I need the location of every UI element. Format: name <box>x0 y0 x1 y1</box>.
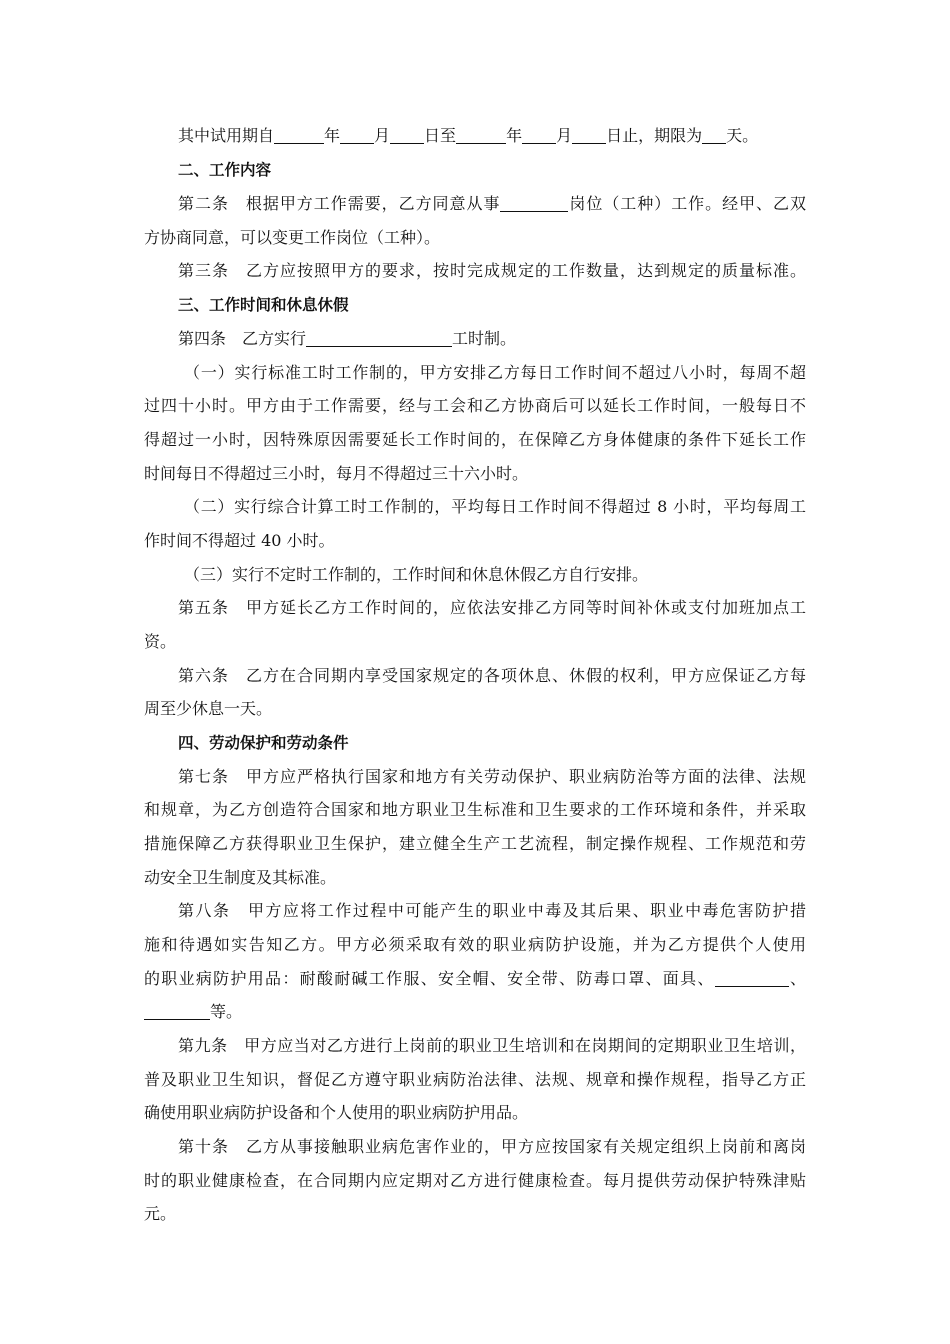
article-9-line: 第九条 甲方应当对乙方进行上岗前的职业卫生培训和在岗期间的定期职业卫生培训， <box>178 1036 806 1055</box>
article-4-item-1-line: （一）实行标准工时工作制的，甲方安排乙方每日工作时间不超过八小时，每周不超 <box>184 363 806 382</box>
text-segment: 岗位（工种）工作。经甲、乙双 <box>568 194 806 213</box>
blank-working-hours-system[interactable] <box>306 328 452 347</box>
article-4-item-1-line: 过四十小时。甲方由于工作需要，经与工会和乙方协商后可以延长工作时间，一般每日不 <box>144 396 806 415</box>
article-9-line: 普及职业卫生知识，督促乙方遵守职业病防治法律、法规、规章和操作规程，指导乙方正 <box>144 1070 806 1089</box>
article-9-line: 确使用职业病防护设备和个人使用的职业病防护用品。 <box>144 1103 529 1122</box>
article-8-line: 施和待遇如实告知乙方。甲方必须采取有效的职业病防护设施，并为乙方提供个人使用 <box>144 935 806 954</box>
article-6-line: 周至少休息一天。 <box>144 699 273 718</box>
article-7-line: 动安全卫生制度及其标准。 <box>144 868 337 887</box>
text-segment: 日至 <box>424 126 457 145</box>
article-10-line: 元。 <box>144 1204 177 1223</box>
text-segment: 其中试用期自 <box>178 126 275 145</box>
blank-days[interactable] <box>702 125 726 144</box>
text-segment: 第二条 根据甲方工作需要，乙方同意从事 <box>178 194 501 213</box>
probation-line <box>178 121 806 151</box>
text-segment: 工时制。 <box>452 329 517 348</box>
blank-protective-item-2[interactable] <box>144 1001 210 1020</box>
blank-start-year[interactable] <box>274 125 324 144</box>
section-heading: 四、劳动保护和劳动条件 <box>178 734 349 752</box>
text-segment: 年 <box>506 126 523 145</box>
article-3: 第三条 乙方应按照甲方的要求，按时完成规定的工作数量，达到规定的质量标准。 <box>178 261 806 280</box>
article-8-line: 第八条 甲方应将工作过程中可能产生的职业中毒及其后果、职业中毒危害防护措 <box>178 901 806 920</box>
article-7-line: 第七条 甲方应严格执行国家和地方有关劳动保护、职业病防治等方面的法律、法规 <box>178 767 806 786</box>
text-segment: 的职业病防护用品：耐酸耐碱工作服、安全帽、安全带、防毒口罩、面具、 <box>144 969 715 988</box>
article-5-line: 资。 <box>144 632 177 651</box>
blank-protective-item-1[interactable] <box>715 968 789 987</box>
article-2-line-1 <box>178 189 806 219</box>
text-segment: 、 <box>788 969 806 988</box>
article-2-line-2: 方协商同意，可以变更工作岗位（工种）。 <box>144 228 441 247</box>
article-10-line: 时的职业健康检查，在合同期内应定期对乙方进行健康检查。每月提供劳动保护特殊津贴 <box>144 1171 806 1190</box>
text-segment: 月 <box>374 126 391 145</box>
article-10-line: 第十条 乙方从事接触职业病危害作业的，甲方应按国家有关规定组织上岗前和离岗 <box>178 1137 806 1156</box>
blank-end-month[interactable] <box>522 125 556 144</box>
blank-start-month[interactable] <box>340 125 374 144</box>
article-5-line: 第五条 甲方延长乙方工作时间的，应依法安排乙方同等时间补休或支付加班加点工 <box>178 598 806 617</box>
section-heading: 三、工作时间和休息休假 <box>178 296 349 314</box>
article-6-line: 第六条 乙方在合同期内享受国家规定的各项休息、休假的权利，甲方应保证乙方每 <box>178 666 806 685</box>
text-segment: 年 <box>324 126 341 145</box>
text-segment: 等。 <box>210 1002 243 1021</box>
article-4-item-2-line: （二）实行综合计算工时工作制的，平均每日工作时间不得超过 8 小时，平均每周工 <box>184 497 806 516</box>
article-8-line <box>144 997 806 1027</box>
article-4-item-1-line: 得超过一小时，因特殊原因需要延长工作时间的，在保障乙方身体健康的条件下延长工作 <box>144 430 806 449</box>
text-segment: 月 <box>556 126 573 145</box>
text-segment: 天。 <box>726 126 759 145</box>
text-segment: 日止，期限为 <box>606 126 703 145</box>
article-4-line <box>178 324 806 354</box>
article-7-line: 措施保障乙方获得职业卫生保护，建立健全生产工艺流程，制定操作规程、工作规范和劳 <box>144 834 806 853</box>
blank-start-day[interactable] <box>390 125 424 144</box>
text-segment: 第四条 乙方实行 <box>178 329 307 348</box>
article-7-line: 和规章，为乙方创造符合国家和地方职业卫生标准和卫生要求的工作环境和条件，并采取 <box>144 800 806 819</box>
article-4-item-2-line: 作时间不得超过 40 小时。 <box>144 531 335 550</box>
blank-end-year[interactable] <box>456 125 506 144</box>
article-8-line <box>144 964 806 994</box>
blank-position[interactable] <box>500 193 568 212</box>
blank-end-day[interactable] <box>572 125 606 144</box>
article-4-item-3: （三）实行不定时工作制的，工作时间和休息休假乙方自行安排。 <box>184 565 649 584</box>
article-4-item-1-line: 时间每日不得超过三小时，每月不得超过三十六小时。 <box>144 464 529 483</box>
section-heading: 二、工作内容 <box>178 161 272 179</box>
